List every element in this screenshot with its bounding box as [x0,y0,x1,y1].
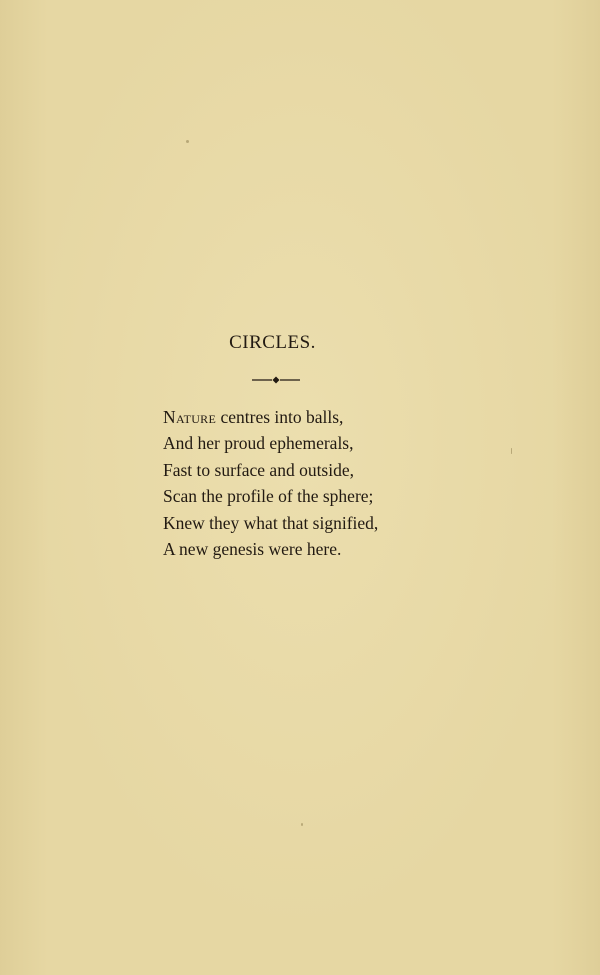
diamond-rule-ornament [252,375,300,385]
poem-line: And her proud ephemerals, [163,433,354,454]
poem-line: A new genesis were here. [163,539,342,560]
poem-line [163,404,378,430]
page-title: CIRCLES. [229,332,316,353]
poem-line-text: centres into balls, [216,407,344,427]
poem-line: Scan the profile of the sphere; [163,486,374,507]
poem-line: Knew they what that signified, [163,512,379,533]
poem-first-word: Nature [163,407,217,427]
poem-stanza [163,404,378,562]
poem-line: Fast to surface and outside, [163,459,354,480]
paper-speck [186,140,189,143]
paper-speck [511,448,512,454]
paper-speck [301,823,303,826]
